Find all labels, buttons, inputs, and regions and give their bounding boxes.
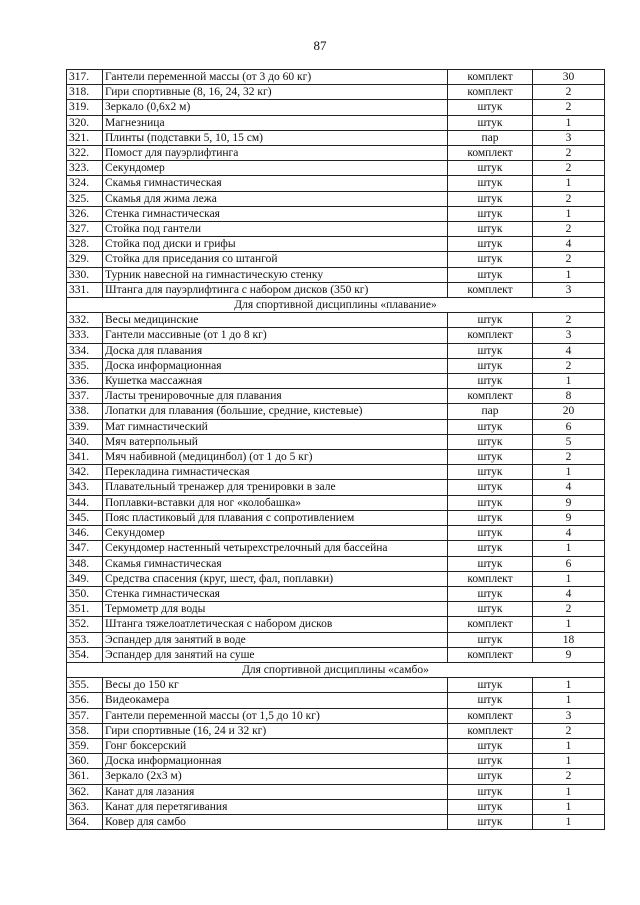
table-row: [67, 450, 605, 465]
item-quantity: 6: [533, 556, 605, 571]
table-row: [67, 632, 605, 647]
table-row: [67, 328, 605, 343]
item-quantity: 1: [533, 465, 605, 480]
item-unit: комплект: [448, 85, 533, 100]
item-quantity: 2: [533, 313, 605, 328]
item-name: Плавательный тренажер для тренировки в зале: [103, 480, 448, 495]
table-row: [67, 313, 605, 328]
item-quantity: 9: [533, 647, 605, 662]
item-number: 355.: [67, 678, 103, 693]
item-name: Гири спортивные (16, 24 и 32 кг): [103, 723, 448, 738]
item-name: Стенка гимнастическая: [103, 206, 448, 221]
item-quantity: 2: [533, 222, 605, 237]
item-number: 341.: [67, 450, 103, 465]
table-row: [67, 556, 605, 571]
item-unit: штук: [448, 100, 533, 115]
item-unit: штук: [448, 450, 533, 465]
item-number: 327.: [67, 222, 103, 237]
item-number: 326.: [67, 206, 103, 221]
table-row: [67, 586, 605, 601]
item-name: Термометр для воды: [103, 602, 448, 617]
item-number: 321.: [67, 130, 103, 145]
item-quantity: 1: [533, 799, 605, 814]
item-name: Мат гимнастический: [103, 419, 448, 434]
item-quantity: 1: [533, 754, 605, 769]
item-name: Секундомер: [103, 161, 448, 176]
table-row: [67, 814, 605, 829]
equipment-table: [66, 69, 605, 830]
item-quantity: 2: [533, 450, 605, 465]
item-name: Стойка под гантели: [103, 222, 448, 237]
item-quantity: 1: [533, 814, 605, 829]
table-row: [67, 617, 605, 632]
item-name: Эспандер для занятий на суше: [103, 647, 448, 662]
item-quantity: 2: [533, 100, 605, 115]
item-name: Канат для перетягивания: [103, 799, 448, 814]
item-quantity: 1: [533, 374, 605, 389]
table-row: [67, 374, 605, 389]
item-name: Кушетка массажная: [103, 374, 448, 389]
item-unit: штук: [448, 510, 533, 525]
item-unit: комплект: [448, 282, 533, 297]
item-name: Лопатки для плавания (большие, средние, кистевые): [103, 404, 448, 419]
item-name: Гантели массивные (от 1 до 8 кг): [103, 328, 448, 343]
item-name: Плинты (подставки 5, 10, 15 см): [103, 130, 448, 145]
table-row: [67, 510, 605, 525]
item-name: Доска для плавания: [103, 343, 448, 358]
item-quantity: 3: [533, 328, 605, 343]
table-row: [67, 419, 605, 434]
section-title: Для спортивной дисциплины «самбо»: [67, 662, 605, 677]
item-unit: комплект: [448, 146, 533, 161]
item-quantity: 2: [533, 161, 605, 176]
item-number: 342.: [67, 465, 103, 480]
item-quantity: 4: [533, 526, 605, 541]
item-number: 337.: [67, 389, 103, 404]
section-title: Для спортивной дисциплины «плавание»: [67, 298, 605, 313]
item-name: Ласты тренировочные для плавания: [103, 389, 448, 404]
item-unit: штук: [448, 313, 533, 328]
item-name: Доска информационная: [103, 358, 448, 373]
item-number: 332.: [67, 313, 103, 328]
section-header-row: [67, 662, 605, 677]
item-quantity: 30: [533, 70, 605, 85]
table-row: [67, 465, 605, 480]
item-unit: штук: [448, 526, 533, 541]
item-number: 358.: [67, 723, 103, 738]
item-name: Ковер для самбо: [103, 814, 448, 829]
item-number: 347.: [67, 541, 103, 556]
item-name: Гири спортивные (8, 16, 24, 32 кг): [103, 85, 448, 100]
item-number: 357.: [67, 708, 103, 723]
item-name: Весы до 150 кг: [103, 678, 448, 693]
item-unit: штук: [448, 419, 533, 434]
item-unit: штук: [448, 693, 533, 708]
item-quantity: 1: [533, 176, 605, 191]
item-quantity: 1: [533, 267, 605, 282]
item-unit: комплект: [448, 708, 533, 723]
item-unit: штук: [448, 480, 533, 495]
item-quantity: 3: [533, 130, 605, 145]
item-number: 349.: [67, 571, 103, 586]
item-name: Доска информационная: [103, 754, 448, 769]
item-number: 333.: [67, 328, 103, 343]
item-number: 336.: [67, 374, 103, 389]
item-name: Поплавки-вставки для ног «колобашка»: [103, 495, 448, 510]
item-unit: комплект: [448, 70, 533, 85]
item-quantity: 3: [533, 282, 605, 297]
table-row: [67, 526, 605, 541]
item-quantity: 3: [533, 708, 605, 723]
item-name: Гантели переменной массы (от 3 до 60 кг): [103, 70, 448, 85]
table-row: [67, 282, 605, 297]
item-quantity: 5: [533, 434, 605, 449]
item-number: 329.: [67, 252, 103, 267]
item-number: 359.: [67, 738, 103, 753]
item-name: Секундомер настенный четырехстрелочный для бассейна: [103, 541, 448, 556]
item-unit: пар: [448, 404, 533, 419]
item-name: Зеркало (2х3 м): [103, 769, 448, 784]
item-quantity: 1: [533, 738, 605, 753]
item-unit: комплект: [448, 723, 533, 738]
item-unit: штук: [448, 799, 533, 814]
item-number: 328.: [67, 237, 103, 252]
item-name: Скамья гимнастическая: [103, 556, 448, 571]
item-quantity: 2: [533, 146, 605, 161]
table-row: [67, 480, 605, 495]
item-name: Магнезница: [103, 115, 448, 130]
table-row: [67, 754, 605, 769]
item-unit: штук: [448, 465, 533, 480]
item-number: 348.: [67, 556, 103, 571]
item-unit: пар: [448, 130, 533, 145]
item-unit: штук: [448, 343, 533, 358]
item-name: Скамья для жима лежа: [103, 191, 448, 206]
item-name: Весы медицинские: [103, 313, 448, 328]
item-number: 360.: [67, 754, 103, 769]
item-number: 362.: [67, 784, 103, 799]
item-number: 345.: [67, 510, 103, 525]
table-row: [67, 723, 605, 738]
item-name: Секундомер: [103, 526, 448, 541]
item-number: 338.: [67, 404, 103, 419]
item-number: 317.: [67, 70, 103, 85]
item-number: 339.: [67, 419, 103, 434]
item-quantity: 9: [533, 510, 605, 525]
item-quantity: 1: [533, 541, 605, 556]
item-unit: штук: [448, 434, 533, 449]
item-number: 352.: [67, 617, 103, 632]
item-number: 364.: [67, 814, 103, 829]
table-row: [67, 222, 605, 237]
item-unit: штук: [448, 602, 533, 617]
item-quantity: 2: [533, 602, 605, 617]
item-name: Перекладина гимнастическая: [103, 465, 448, 480]
item-number: 346.: [67, 526, 103, 541]
table-row: [67, 769, 605, 784]
table-row: [67, 647, 605, 662]
item-name: Средства спасения (круг, шест, фал, поплавки): [103, 571, 448, 586]
item-quantity: 18: [533, 632, 605, 647]
item-unit: штук: [448, 252, 533, 267]
table-row: [67, 738, 605, 753]
table-row: [67, 176, 605, 191]
table-row: [67, 206, 605, 221]
section-header-row: [67, 298, 605, 313]
item-quantity: 1: [533, 206, 605, 221]
item-number: 335.: [67, 358, 103, 373]
item-number: 356.: [67, 693, 103, 708]
item-number: 331.: [67, 282, 103, 297]
table-row: [67, 404, 605, 419]
table-row: [67, 571, 605, 586]
item-number: 363.: [67, 799, 103, 814]
table-row: [67, 237, 605, 252]
item-unit: штук: [448, 586, 533, 601]
item-quantity: 8: [533, 389, 605, 404]
table-row: [67, 191, 605, 206]
table-row: [67, 70, 605, 85]
item-name: Зеркало (0,6х2 м): [103, 100, 448, 115]
item-name: Пояс пластиковый для плавания с сопротивлением: [103, 510, 448, 525]
item-quantity: 1: [533, 693, 605, 708]
table-row: [67, 708, 605, 723]
item-unit: штук: [448, 267, 533, 282]
table-row: [67, 799, 605, 814]
item-unit: штук: [448, 541, 533, 556]
item-unit: штук: [448, 206, 533, 221]
item-quantity: 4: [533, 480, 605, 495]
page-number: 87: [313, 38, 327, 53]
item-number: 318.: [67, 85, 103, 100]
item-name: Помост для пауэрлифтинга: [103, 146, 448, 161]
item-quantity: 9: [533, 495, 605, 510]
table-row: [67, 252, 605, 267]
table-row: [67, 267, 605, 282]
item-number: 353.: [67, 632, 103, 647]
item-quantity: 2: [533, 723, 605, 738]
item-name: Эспандер для занятий в воде: [103, 632, 448, 647]
item-number: 334.: [67, 343, 103, 358]
equipment-table-body: [67, 70, 605, 830]
item-name: Штанга тяжелоатлетическая с набором дисков: [103, 617, 448, 632]
item-unit: штук: [448, 754, 533, 769]
item-name: Стойка под диски и грифы: [103, 237, 448, 252]
item-quantity: 1: [533, 571, 605, 586]
item-number: 325.: [67, 191, 103, 206]
table-row: [67, 389, 605, 404]
item-number: 319.: [67, 100, 103, 115]
item-unit: штук: [448, 632, 533, 647]
item-quantity: 2: [533, 191, 605, 206]
table-row: [67, 130, 605, 145]
item-unit: комплект: [448, 389, 533, 404]
item-unit: штук: [448, 237, 533, 252]
item-name: Мяч ватерпольный: [103, 434, 448, 449]
item-unit: штук: [448, 115, 533, 130]
item-name: Гонг боксерский: [103, 738, 448, 753]
item-quantity: 6: [533, 419, 605, 434]
item-unit: штук: [448, 374, 533, 389]
item-unit: штук: [448, 556, 533, 571]
table-row: [67, 784, 605, 799]
item-quantity: 1: [533, 678, 605, 693]
table-row: [67, 693, 605, 708]
item-unit: комплект: [448, 647, 533, 662]
item-quantity: 2: [533, 358, 605, 373]
item-unit: штук: [448, 222, 533, 237]
item-quantity: 1: [533, 617, 605, 632]
item-unit: комплект: [448, 328, 533, 343]
item-quantity: 1: [533, 115, 605, 130]
table-row: [67, 678, 605, 693]
table-row: [67, 541, 605, 556]
item-unit: штук: [448, 495, 533, 510]
table-row: [67, 602, 605, 617]
item-quantity: 2: [533, 252, 605, 267]
item-unit: штук: [448, 191, 533, 206]
item-quantity: 4: [533, 586, 605, 601]
item-quantity: 2: [533, 769, 605, 784]
item-number: 324.: [67, 176, 103, 191]
item-unit: комплект: [448, 571, 533, 586]
item-number: 343.: [67, 480, 103, 495]
item-number: 350.: [67, 586, 103, 601]
item-number: 340.: [67, 434, 103, 449]
item-name: Видеокамера: [103, 693, 448, 708]
item-name: Скамья гимнастическая: [103, 176, 448, 191]
item-name: Гантели переменной массы (от 1,5 до 10 кг): [103, 708, 448, 723]
item-quantity: 2: [533, 85, 605, 100]
item-name: Стенка гимнастическая: [103, 586, 448, 601]
item-number: 354.: [67, 647, 103, 662]
item-unit: штук: [448, 358, 533, 373]
table-row: [67, 358, 605, 373]
table-row: [67, 161, 605, 176]
item-quantity: 1: [533, 784, 605, 799]
item-quantity: 4: [533, 343, 605, 358]
item-number: 320.: [67, 115, 103, 130]
item-unit: штук: [448, 738, 533, 753]
item-number: 361.: [67, 769, 103, 784]
item-number: 344.: [67, 495, 103, 510]
item-number: 330.: [67, 267, 103, 282]
table-row: [67, 146, 605, 161]
item-unit: штук: [448, 176, 533, 191]
item-number: 322.: [67, 146, 103, 161]
table-row: [67, 85, 605, 100]
item-quantity: 4: [533, 237, 605, 252]
item-name: Турник навесной на гимнастическую стенку: [103, 267, 448, 282]
item-name: Штанга для пауэрлифтинга с набором дисков (350 кг): [103, 282, 448, 297]
item-unit: штук: [448, 678, 533, 693]
item-unit: штук: [448, 769, 533, 784]
item-name: Мяч набивной (медицинбол) (от 1 до 5 кг): [103, 450, 448, 465]
item-unit: штук: [448, 161, 533, 176]
item-name: Стойка для приседания со штангой: [103, 252, 448, 267]
table-row: [67, 434, 605, 449]
item-unit: штук: [448, 784, 533, 799]
item-quantity: 20: [533, 404, 605, 419]
table-row: [67, 343, 605, 358]
item-unit: штук: [448, 814, 533, 829]
table-row: [67, 495, 605, 510]
table-row: [67, 100, 605, 115]
item-name: Канат для лазания: [103, 784, 448, 799]
table-row: [67, 115, 605, 130]
item-number: 323.: [67, 161, 103, 176]
item-unit: комплект: [448, 617, 533, 632]
item-number: 351.: [67, 602, 103, 617]
